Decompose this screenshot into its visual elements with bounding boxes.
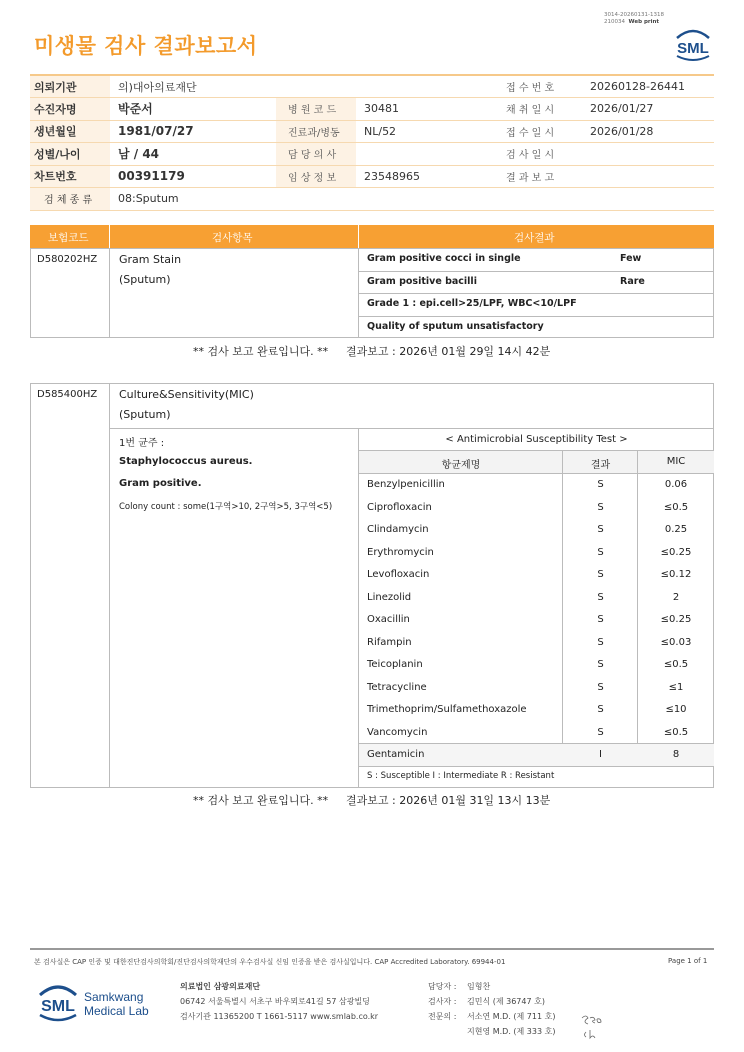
ast-mic: ≤0.25 — [660, 614, 692, 625]
ast-title: < Antimicrobial Susceptibility Test > — [445, 434, 628, 445]
ast-mic: ≤0.12 — [660, 569, 692, 580]
culture-test-specimen: (Sputum) — [119, 408, 171, 421]
gram-result-text: Quality of sputum unsatisfactory — [367, 320, 544, 332]
sml-logo-icon — [672, 26, 714, 62]
ast-drug: Ciprofloxacin — [367, 501, 432, 513]
organism-gram: Gram positive. — [119, 478, 202, 489]
ast-drug: Vancomycin — [367, 726, 428, 738]
ast-result: S — [597, 704, 604, 715]
ast-drug: Benzylpenicillin — [367, 479, 445, 490]
organism-name: Staphylococcus aureus. — [119, 456, 253, 467]
gram-result-text: Grade 1 : epi.cell>25/LPF, WBC<10/LPF — [367, 298, 577, 309]
samkwang-logo-icon — [36, 981, 80, 1023]
staff-name: 김민식 (제 36747 호) — [467, 997, 545, 1006]
ast-mic: ≤0.5 — [663, 659, 689, 670]
document-code: 3014-20260131-1318 210034 Web print — [604, 12, 664, 25]
culture-report-time: 결과보고 : 2026년 01월 31일 13시 13분 — [346, 794, 551, 807]
staff-name: 임형찬 — [467, 982, 491, 991]
staff-role: 검사자 : — [428, 997, 457, 1006]
ast-result: S — [597, 659, 604, 670]
ast-result: S — [597, 569, 604, 580]
svg-text:SML: SML — [41, 998, 75, 1015]
ast-drug: Gentamicin — [367, 749, 425, 760]
gram-result-text: Gram positive bacilli — [367, 275, 477, 287]
ast-result: S — [597, 524, 604, 535]
ast-header-mic: MIC — [666, 456, 686, 467]
ast-mic: ≤10 — [665, 704, 687, 715]
ast-result: S — [597, 591, 604, 603]
ast-result: S — [597, 501, 604, 513]
ast-result: S — [597, 546, 604, 558]
ast-result: S — [597, 636, 604, 648]
ast-result: S — [597, 681, 604, 693]
ast-result: S — [597, 479, 604, 490]
staff-role: 담당자 : — [428, 982, 457, 991]
svg-text:SML: SML — [677, 40, 709, 57]
footer-divider — [30, 948, 714, 950]
ast-result: I — [599, 749, 602, 760]
culture-insurance-code: D585400HZ — [37, 389, 98, 400]
gram-insurance-code: D580202HZ — [37, 254, 98, 265]
ast-drug: Tetracycline — [367, 681, 427, 693]
ast-mic: 0.25 — [664, 524, 688, 535]
corp-contact: 검사기관 11365200 T 1661-5117 www.smlab.co.kr — [180, 1012, 379, 1021]
ast-drug: Linezolid — [367, 591, 412, 603]
ast-mic: 2 — [672, 591, 680, 603]
gram-result-text: Gram positive cocci in single — [367, 253, 521, 264]
ast-drug: Oxacillin — [367, 614, 410, 625]
corp-name: 의료법인 삼광의료재단 — [180, 982, 261, 991]
colony-count: Colony count : some(1구역>10, 2구역>5, 3구역<5) — [119, 502, 333, 512]
patient-info-table: 의뢰기관 의)대아의료재단 접 수 번 호 20260128-26441 수진자명 박준서 병 원 코 드 30481 채 취 일 시 2026/01/27 생년월일 1981/07/27 진료과/병동 NL/52 접 수 일 시 2026/01/28 성별/나이 남 / 44 담 당 의 사 검 사 일 시 차트번호 00391179 임 상 정 보 23548965 결 과 보 고 검 체 종 류 08:Sputum — [30, 74, 714, 211]
corp-address: 06742 서울특별시 서초구 바우뫼로41길 57 삼광빌딩 — [180, 997, 370, 1006]
culture-test-name: Culture&Sensitivity(MIC) — [119, 388, 254, 401]
ast-mic: 8 — [672, 749, 680, 760]
ast-mic: ≤1 — [668, 681, 684, 693]
organism-number: 1번 균주 : — [119, 438, 165, 449]
ast-drug: Rifampin — [367, 636, 412, 648]
culture-complete-note: ** 검사 보고 완료입니다. ** — [193, 794, 329, 807]
ast-result: S — [597, 614, 604, 625]
ast-drug: Teicoplanin — [367, 659, 423, 670]
ast-drug: Erythromycin — [367, 546, 434, 558]
gram-result-grade: Few — [620, 253, 642, 264]
gram-result-grade: Rare — [620, 275, 645, 287]
ast-legend: S : Susceptible I : Intermediate R : Resistant — [367, 771, 555, 781]
ast-mic: 0.06 — [664, 479, 688, 490]
gram-complete-note: ** 검사 보고 완료입니다. ** — [193, 345, 329, 358]
ast-header-drug: 항균제명 — [441, 460, 481, 471]
results-column-header: 보험코드 검사항목 검사결과 — [30, 225, 714, 248]
ast-mic: ≤0.25 — [660, 546, 692, 558]
ast-drug: Levofloxacin — [367, 569, 430, 580]
gram-report-time: 결과보고 : 2026년 01월 29일 14시 42분 — [346, 345, 551, 358]
page-number: Page 1 of 1 — [668, 957, 708, 965]
gram-test-name: Gram Stain — [119, 253, 182, 266]
logo-name-2: Medical Lab — [84, 1004, 149, 1018]
ast-result: S — [597, 726, 604, 738]
ast-mic: ≤0.5 — [663, 501, 689, 513]
ast-drug: Clindamycin — [367, 524, 429, 535]
cap-statement: 본 검사실은 CAP 인증 및 대한진단검사의학회/진단검사의학재단의 우수검사실 신임 인증을 받은 검사실입니다. CAP Accredited Laboratory. 69944-01 — [34, 958, 506, 966]
staff-name: 서소연 M.D. (제 711 호) — [467, 1012, 556, 1021]
ast-mic: ≤0.5 — [663, 726, 689, 738]
signature-icon — [578, 1010, 608, 1040]
gram-test-specimen: (Sputum) — [119, 273, 171, 286]
report-title: 미생물 검사 결과보고서 — [34, 34, 258, 58]
staff-role: 전문의 : — [428, 1012, 457, 1021]
ast-drug: Trimethoprim/Sulfamethoxazole — [367, 704, 527, 715]
logo-name-1: Samkwang — [84, 990, 144, 1004]
staff-name: 지현영 M.D. (제 333 호) — [467, 1027, 556, 1036]
ast-mic: ≤0.03 — [660, 636, 692, 648]
ast-header-result: 결과 — [590, 460, 611, 471]
